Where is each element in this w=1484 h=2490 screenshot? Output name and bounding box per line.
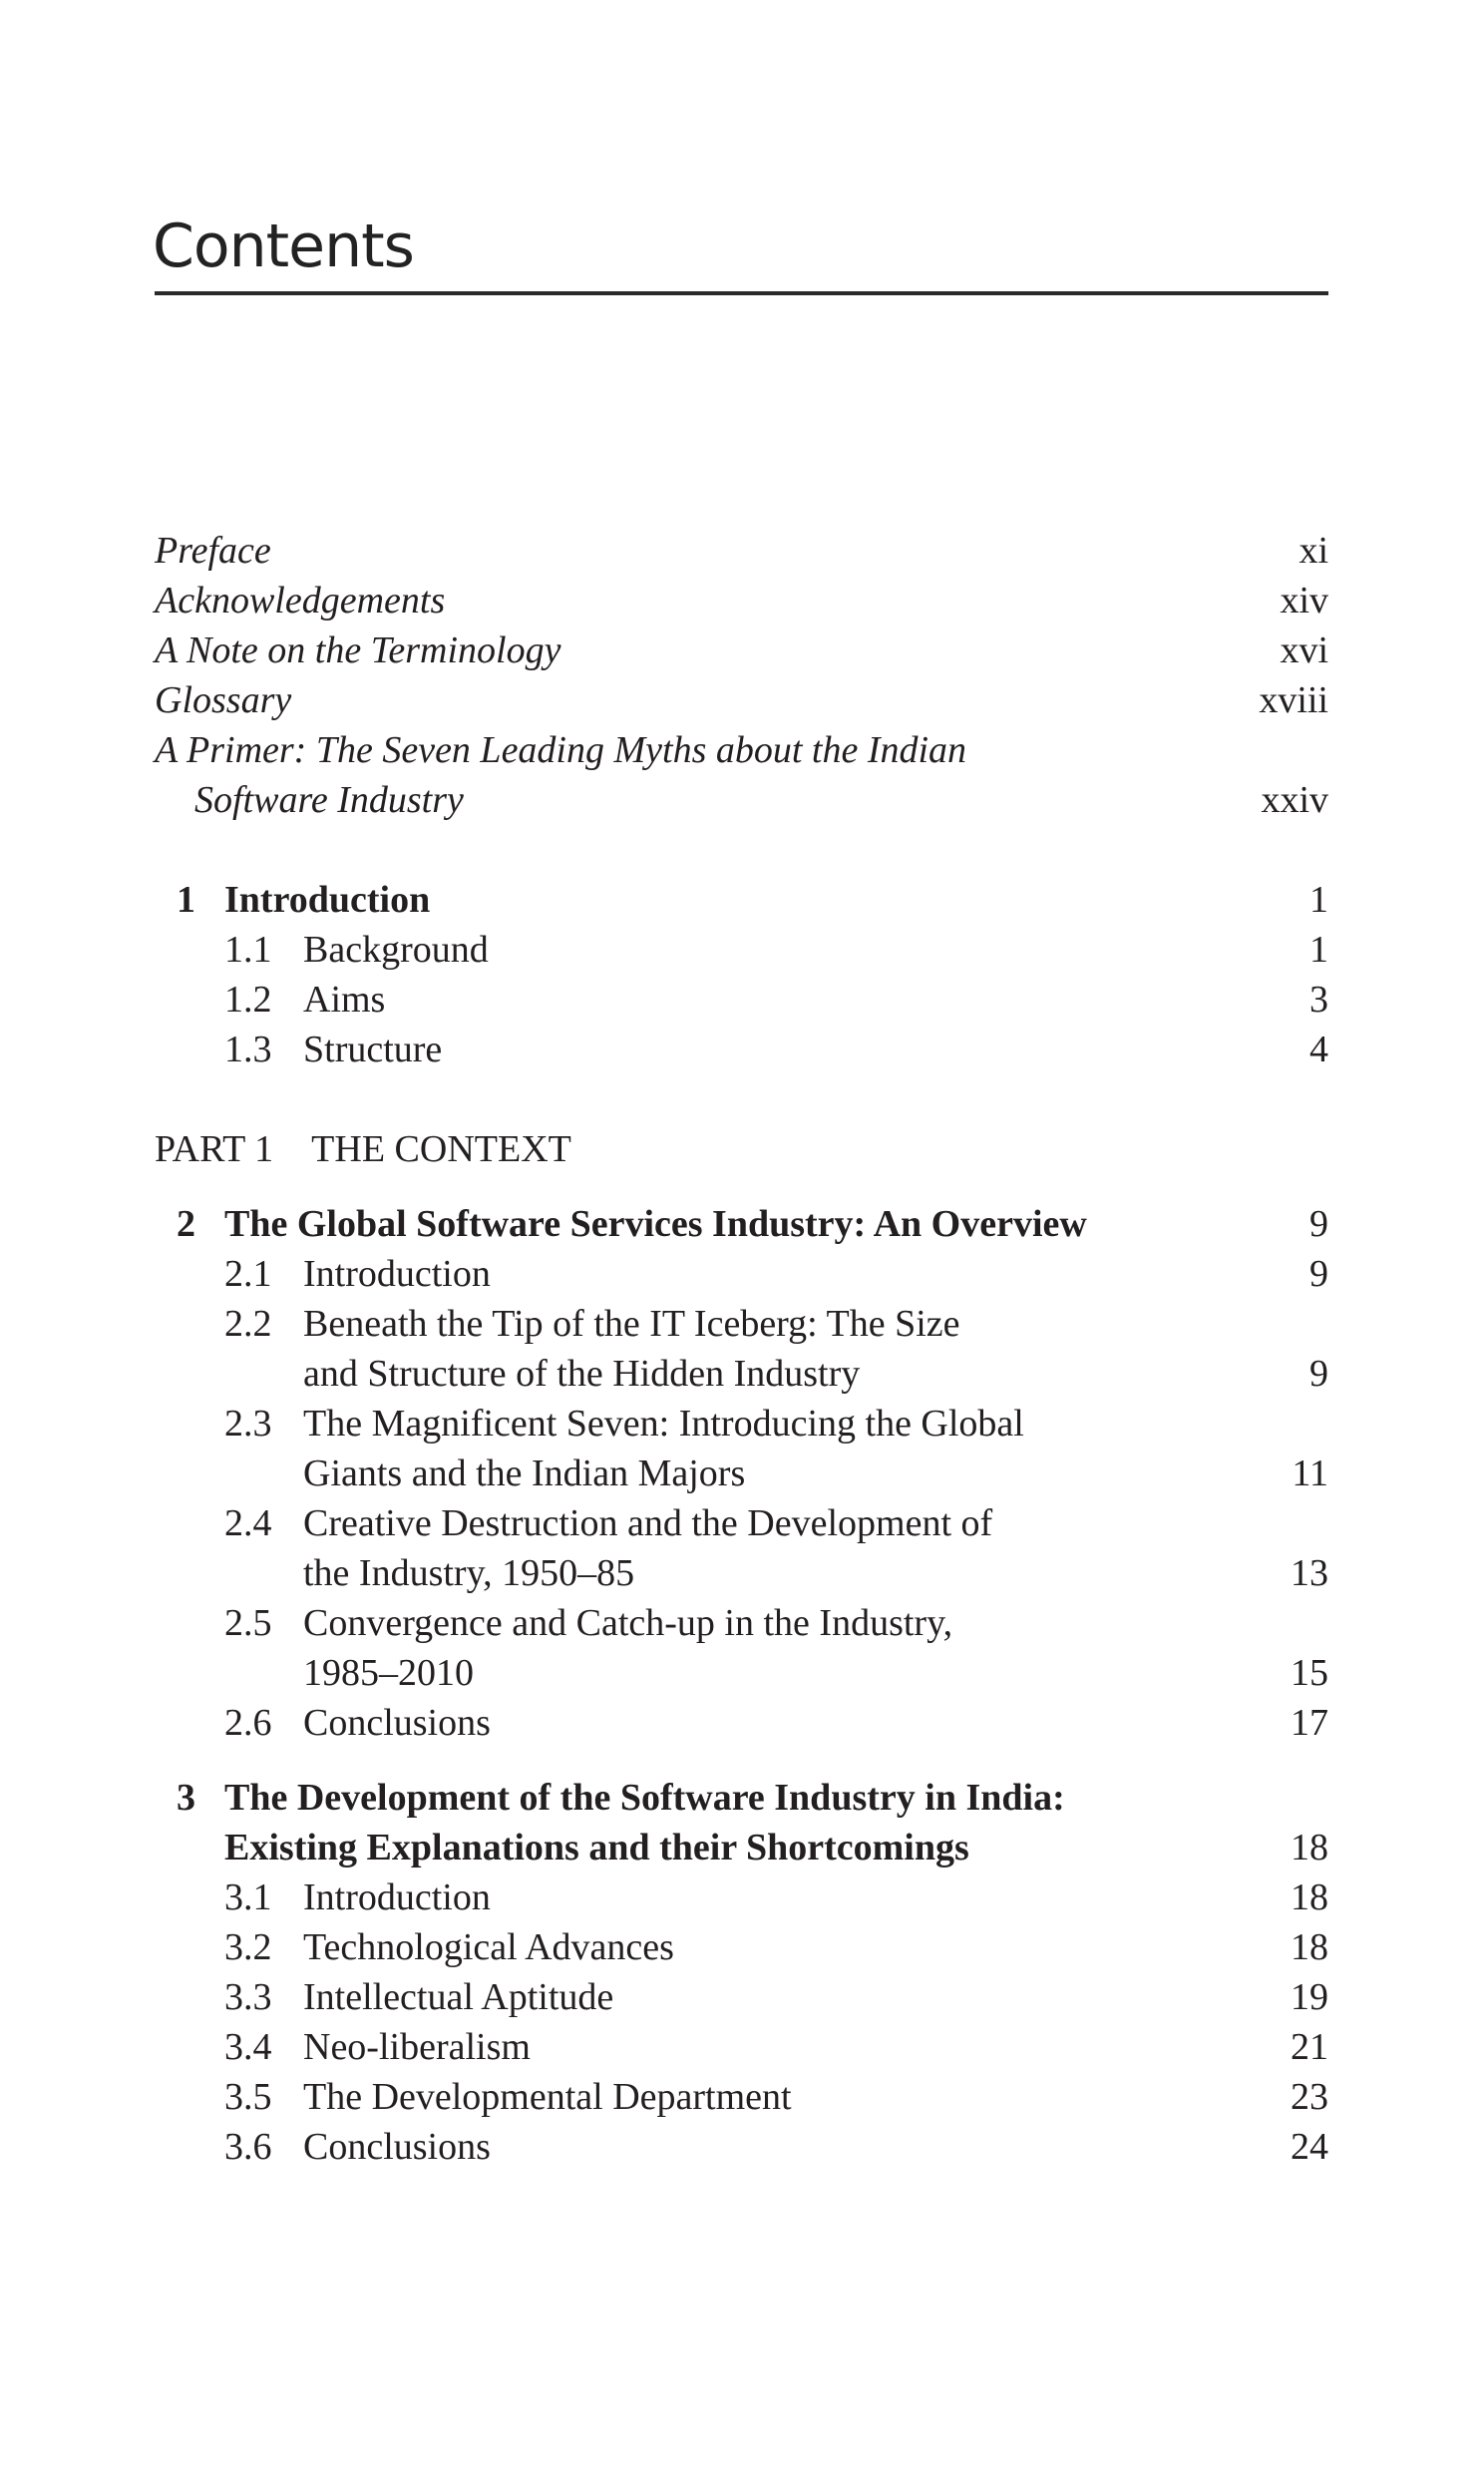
toc-front-matter-entry[interactable] <box>155 675 1328 725</box>
entry-title: Background <box>303 929 489 971</box>
toc-front-matter-entry[interactable] <box>155 725 1328 775</box>
toc-section-entry[interactable] <box>155 1648 1328 1698</box>
entry-title: A Note on the Terminology <box>155 629 561 671</box>
part-heading: PART 1 THE CONTEXT <box>155 1128 571 1170</box>
toc-section-entry[interactable] <box>155 1922 1328 1972</box>
toc-section-entry[interactable] <box>155 1025 1328 1074</box>
title-rule <box>155 291 1328 295</box>
entry-title: Intellectual Aptitude <box>303 1976 614 2018</box>
toc-section-entry[interactable] <box>155 1698 1328 1748</box>
toc-section-entry[interactable] <box>155 2072 1328 2122</box>
entry-number: 3.5 <box>224 2076 272 2118</box>
entry-title: The Global Software Services Industry: An Overview <box>224 1203 1087 1245</box>
entry-title: Aims <box>303 979 386 1021</box>
page-number: 4 <box>1309 1029 1328 1070</box>
toc-section-entry[interactable] <box>155 925 1328 975</box>
entry-title: and Structure of the Hidden Industry <box>303 1353 861 1395</box>
toc-section-entry[interactable] <box>155 1349 1328 1399</box>
entry-title: the Industry, 1950–85 <box>303 1552 635 1594</box>
toc-section-entry[interactable] <box>155 975 1328 1025</box>
entry-number: 3.1 <box>224 1876 272 1918</box>
entry-number: 1.2 <box>224 979 272 1021</box>
entry-number: 2.4 <box>224 1502 272 1544</box>
toc-chapter-entry[interactable] <box>155 1823 1328 1872</box>
page-number: 1 <box>1309 879 1328 921</box>
entry-number: 1.1 <box>224 929 272 971</box>
entry-number: 3.3 <box>224 1976 272 2018</box>
page-number: 18 <box>1291 1876 1328 1918</box>
page-title: Contents <box>153 211 414 281</box>
toc-front-matter-entry[interactable] <box>155 775 1328 825</box>
toc-section-entry[interactable] <box>155 1249 1328 1299</box>
entry-title: A Primer: The Seven Leading Myths about the Indian <box>155 729 967 771</box>
page-number: xviii <box>1259 679 1328 721</box>
entry-number: 3.2 <box>224 1926 272 1968</box>
page-number: 1 <box>1309 929 1328 971</box>
entry-number: 2 <box>177 1203 195 1245</box>
page-number: 23 <box>1291 2076 1328 2118</box>
entry-number: 3 <box>177 1777 195 1819</box>
page-number: xxiv <box>1261 779 1328 821</box>
entry-title: Neo-liberalism <box>303 2026 531 2068</box>
toc-section-entry[interactable] <box>155 1872 1328 1922</box>
entry-title: Conclusions <box>303 2126 491 2168</box>
entry-number: 2.6 <box>224 1702 272 1744</box>
toc-front-matter-entry[interactable] <box>155 625 1328 675</box>
toc-chapter-entry[interactable] <box>155 1773 1328 1823</box>
entry-title: Existing Explanations and their Shortcomings <box>224 1827 969 1868</box>
entry-title: Technological Advances <box>303 1926 674 1968</box>
toc-front-matter-entry[interactable] <box>155 526 1328 576</box>
page-number: 15 <box>1291 1652 1328 1694</box>
page-number: 3 <box>1309 979 1328 1021</box>
spacer <box>155 1074 1328 1124</box>
entry-title: 1985–2010 <box>303 1652 474 1694</box>
page-number: 18 <box>1291 1827 1328 1868</box>
entry-title: Structure <box>303 1029 443 1070</box>
page-number: xiv <box>1280 580 1328 622</box>
entry-title: Convergence and Catch-up in the Industry, <box>303 1602 953 1644</box>
entry-number: 1 <box>177 879 195 921</box>
entry-number: 3.6 <box>224 2126 272 2168</box>
entry-title: Creative Destruction and the Development of <box>303 1502 993 1544</box>
page-number: 9 <box>1309 1253 1328 1295</box>
entry-number: 1.3 <box>224 1029 272 1070</box>
page-number: 21 <box>1291 2026 1328 2068</box>
page-number: 9 <box>1309 1353 1328 1395</box>
entry-title: Introduction <box>224 879 431 921</box>
entry-title: The Developmental Department <box>303 2076 792 2118</box>
toc-front-matter-entry[interactable] <box>155 576 1328 625</box>
toc-section-entry[interactable] <box>155 1598 1328 1648</box>
entry-title: Introduction <box>303 1253 491 1295</box>
spacer <box>155 825 1328 875</box>
toc-section-entry[interactable] <box>155 1548 1328 1598</box>
toc-section-entry[interactable] <box>155 1972 1328 2022</box>
page-number: xi <box>1298 530 1328 572</box>
toc-section-entry[interactable] <box>155 2022 1328 2072</box>
page-number: 9 <box>1309 1203 1328 1245</box>
page-number: 18 <box>1291 1926 1328 1968</box>
toc-chapter-entry[interactable] <box>155 875 1328 925</box>
toc-section-entry[interactable] <box>155 1299 1328 1349</box>
entry-title: Conclusions <box>303 1702 491 1744</box>
page-number: 17 <box>1291 1702 1328 1744</box>
entry-title: Beneath the Tip of the IT Iceberg: The Size <box>303 1303 960 1345</box>
page-number: 13 <box>1291 1552 1328 1594</box>
entry-number: 2.1 <box>224 1253 272 1295</box>
page-number: 11 <box>1292 1452 1328 1494</box>
toc-section-entry[interactable] <box>155 1498 1328 1548</box>
page-number: xvi <box>1280 629 1328 671</box>
entry-number: 3.4 <box>224 2026 272 2068</box>
spacer <box>155 1748 1328 1773</box>
entry-number: 2.2 <box>224 1303 272 1345</box>
entry-title: Introduction <box>303 1876 491 1918</box>
entry-number: 2.5 <box>224 1602 272 1644</box>
entry-title: Preface <box>155 530 271 572</box>
entry-title: Acknowledgements <box>155 580 446 622</box>
entry-title: Software Industry <box>194 779 464 821</box>
page-number: 19 <box>1291 1976 1328 2018</box>
table-of-contents <box>155 526 1328 2172</box>
toc-section-entry[interactable] <box>155 1399 1328 1449</box>
toc-section-entry[interactable] <box>155 2122 1328 2172</box>
entry-title: Glossary <box>155 679 292 721</box>
toc-section-entry[interactable] <box>155 1449 1328 1498</box>
entry-number: 2.3 <box>224 1403 272 1445</box>
spacer <box>155 1174 1328 1199</box>
entry-title: The Magnificent Seven: Introducing the Global <box>303 1403 1024 1445</box>
entry-title: The Development of the Software Industry in India: <box>224 1777 1065 1819</box>
page-number: 24 <box>1291 2126 1328 2168</box>
entry-title: Giants and the Indian Majors <box>303 1452 746 1494</box>
toc-chapter-entry[interactable] <box>155 1199 1328 1249</box>
